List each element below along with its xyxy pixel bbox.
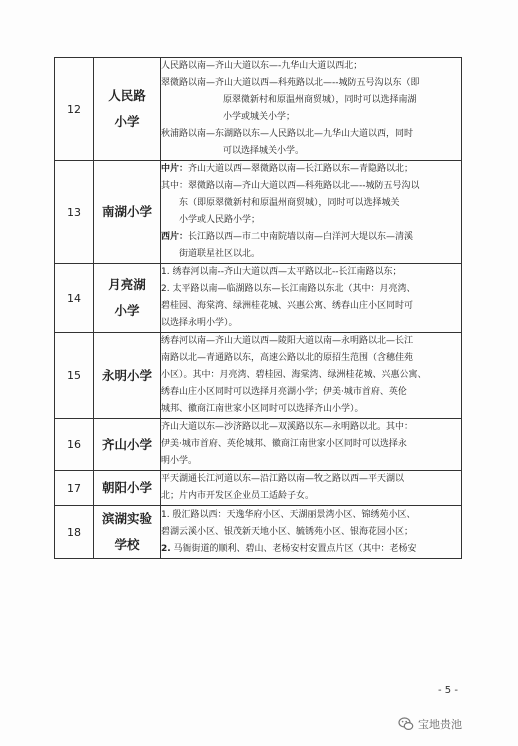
zone-line: [161, 350, 461, 367]
zone-line-text: 马衙街道的顺利、碧山、老杨安村安置点片区（其中：老杨安: [170, 543, 417, 554]
zone-line-text: 人民路以南—齐山大道以东—-九华山大道以西北；: [161, 61, 363, 71]
zone-line-text: 碧桂园、海棠湾、绿洲桂花城、兴惠公寓、绣春山庄小区同时可: [161, 301, 414, 311]
zone-line: [161, 178, 461, 195]
zone-line-text: 1. 殷汇路以西：天逸华府小区、天湖丽景湾小区、锦绣苑小区、: [161, 509, 416, 520]
school-name-line: 小学: [114, 114, 140, 129]
school-name: [94, 419, 161, 471]
zone-line-text: 以选择永明小学）。: [161, 318, 238, 328]
zone-line: [161, 246, 461, 263]
zone-description: [161, 333, 462, 419]
school-name: [94, 264, 161, 333]
zone-line: [161, 315, 461, 332]
zone-line: [161, 541, 461, 558]
zone-line: [161, 488, 461, 505]
school-name-line: 齐山小学: [101, 436, 152, 452]
zone-line-text: 北；片内市开发区企业员工适龄子女。: [161, 491, 315, 501]
school-name: [94, 58, 161, 161]
zone-line-text: 齐山大道以西—翠微路以南—长江路以东—青隐路以北；: [188, 164, 414, 174]
zone-line-text: 长江路以西—市二中南院墙以南—白洋河大堤以东—清溪: [188, 232, 414, 242]
table-row: [55, 471, 462, 506]
zone-line: [161, 109, 461, 126]
school-name: [94, 506, 161, 559]
zone-line: [161, 58, 461, 75]
row-number: 18: [55, 506, 94, 559]
zone-line-text: 城邦、徽商江南世家小区同时可以选择齐山小学）。: [161, 404, 364, 414]
zone-line: [161, 264, 461, 281]
zone-line: [161, 195, 461, 212]
page-number: - 5 -: [438, 685, 458, 696]
zone-line: [161, 212, 461, 229]
zone-line-text: 小学或人民路小学；: [179, 215, 261, 225]
school-name-line: 滨湖实验: [101, 511, 152, 526]
zone-line: [161, 367, 461, 384]
zone-line: [161, 298, 461, 315]
row-number: 13: [55, 161, 94, 264]
zone-line: [161, 281, 461, 298]
zone-line: [161, 471, 461, 488]
zone-line-prefix: 西片：: [161, 232, 189, 242]
zone-line-text: 绣春河以南—齐山大道以西—陵阳大道以南—永明路以北—长江: [161, 336, 414, 346]
zone-line-text: 原翠微新村和原温州商贸城），同时可以选择南湖: [223, 95, 417, 105]
school-name: [94, 471, 161, 506]
school-name: [94, 333, 161, 419]
table-row: [55, 264, 462, 333]
zone-line-text: 小学或城关小学；: [223, 112, 296, 122]
zone-line: [161, 507, 461, 524]
zone-line-text: 明小学。: [161, 456, 198, 466]
zone-line-text: 南路以北—青通路以东，高速公路以北的原招生范围（含穗佳苑: [161, 353, 414, 363]
zone-line-prefix: 2.: [161, 543, 171, 554]
zone-line: [161, 143, 461, 160]
row-number: 16: [55, 419, 94, 471]
table-row: [55, 161, 462, 264]
row-number: 15: [55, 333, 94, 419]
school-name-line: 朝阳小学: [101, 480, 152, 495]
zone-line: [161, 453, 461, 470]
zone-line: [161, 524, 461, 541]
table-row: [55, 419, 462, 471]
zone-line-prefix: 中片：: [161, 164, 189, 174]
watermark-text: 宝地贵池: [418, 718, 462, 731]
zone-description: [161, 264, 462, 333]
row-number: 17: [55, 471, 94, 506]
zone-line-text: 平天湖通长江河道以东—沿江路以南—牧之路以西—平天湖以: [161, 474, 405, 484]
zone-line-text: 街道联星社区以北。: [179, 249, 261, 259]
zone-line: [161, 161, 461, 178]
zone-line-text: 伊美·城市首府、英伦城邦、徽商江南世家小区同时可以选择永: [161, 439, 407, 449]
school-name-line: 人民路: [108, 88, 146, 103]
zone-line-text: 2. 太平路以南—临湖路以东—长江南路以东北（其中：月亮湾、: [161, 284, 416, 294]
school-name: [94, 161, 161, 264]
zone-line: [161, 436, 461, 453]
zone-line-text: 绣春山庄小区同时可以选择月亮湖小学；伊美·城市首府、英伦: [161, 387, 407, 397]
zone-line-text: 碧湖云溪小区、银茂新天地小区、毓锈苑小区、银海花园小区；: [161, 526, 414, 537]
zone-description: [161, 506, 462, 559]
zone-line-text: 秋浦路以南—东湖路以东—人民路以北—九华山大道以西，同时: [161, 129, 414, 139]
zone-line: [161, 92, 461, 109]
zone-line-text: 其中：翠微路以南—齐山大道以西—科苑路以北—--城防五号沟以: [161, 181, 420, 191]
row-number: 12: [55, 58, 94, 161]
zone-line-text: 小区）。其中：月亮湾、碧桂园、海棠湾、绿洲桂花城、兴惠公寓、: [161, 370, 427, 380]
school-name-line: 月亮湖: [108, 277, 146, 292]
school-name-line: 小学: [114, 303, 140, 318]
zone-line-text: 1. 绣春河以南--齐山大道以西—太平路以北--长江南路以东；: [161, 267, 402, 277]
wechat-icon: [398, 716, 414, 732]
watermark: [398, 716, 462, 732]
school-name-line: 永明小学: [101, 367, 152, 383]
table-row: [55, 506, 462, 559]
zone-line-text: 翠微路以南—齐山大道以西—科苑路以北—--城防五号沟以东（即: [161, 78, 420, 88]
zone-line-text: 齐山大道以东—沙济路以北—双溪路以东—永明路以北。其中：: [161, 422, 414, 432]
school-name-line: 学校: [114, 537, 140, 552]
zone-description: [161, 471, 462, 506]
zone-description: [161, 161, 462, 264]
zone-line-text: 可以选择城关小学。: [223, 146, 305, 156]
zone-description: [161, 419, 462, 471]
zone-line: [161, 126, 461, 143]
zone-line-text: 东（即原翠微新村和原温州商贸城），同时可以选择城关: [179, 198, 400, 208]
zone-line: [161, 333, 461, 350]
zone-description: [161, 58, 462, 161]
school-zone-table: [54, 57, 462, 559]
zone-line: [161, 75, 461, 92]
table-row: [55, 333, 462, 419]
table-row: [55, 58, 462, 161]
zone-line: [161, 384, 461, 401]
school-name-line: 南湖小学: [101, 204, 152, 219]
zone-line: [161, 229, 461, 246]
row-number: 14: [55, 264, 94, 333]
zone-line: [161, 401, 461, 418]
zone-line: [161, 419, 461, 436]
